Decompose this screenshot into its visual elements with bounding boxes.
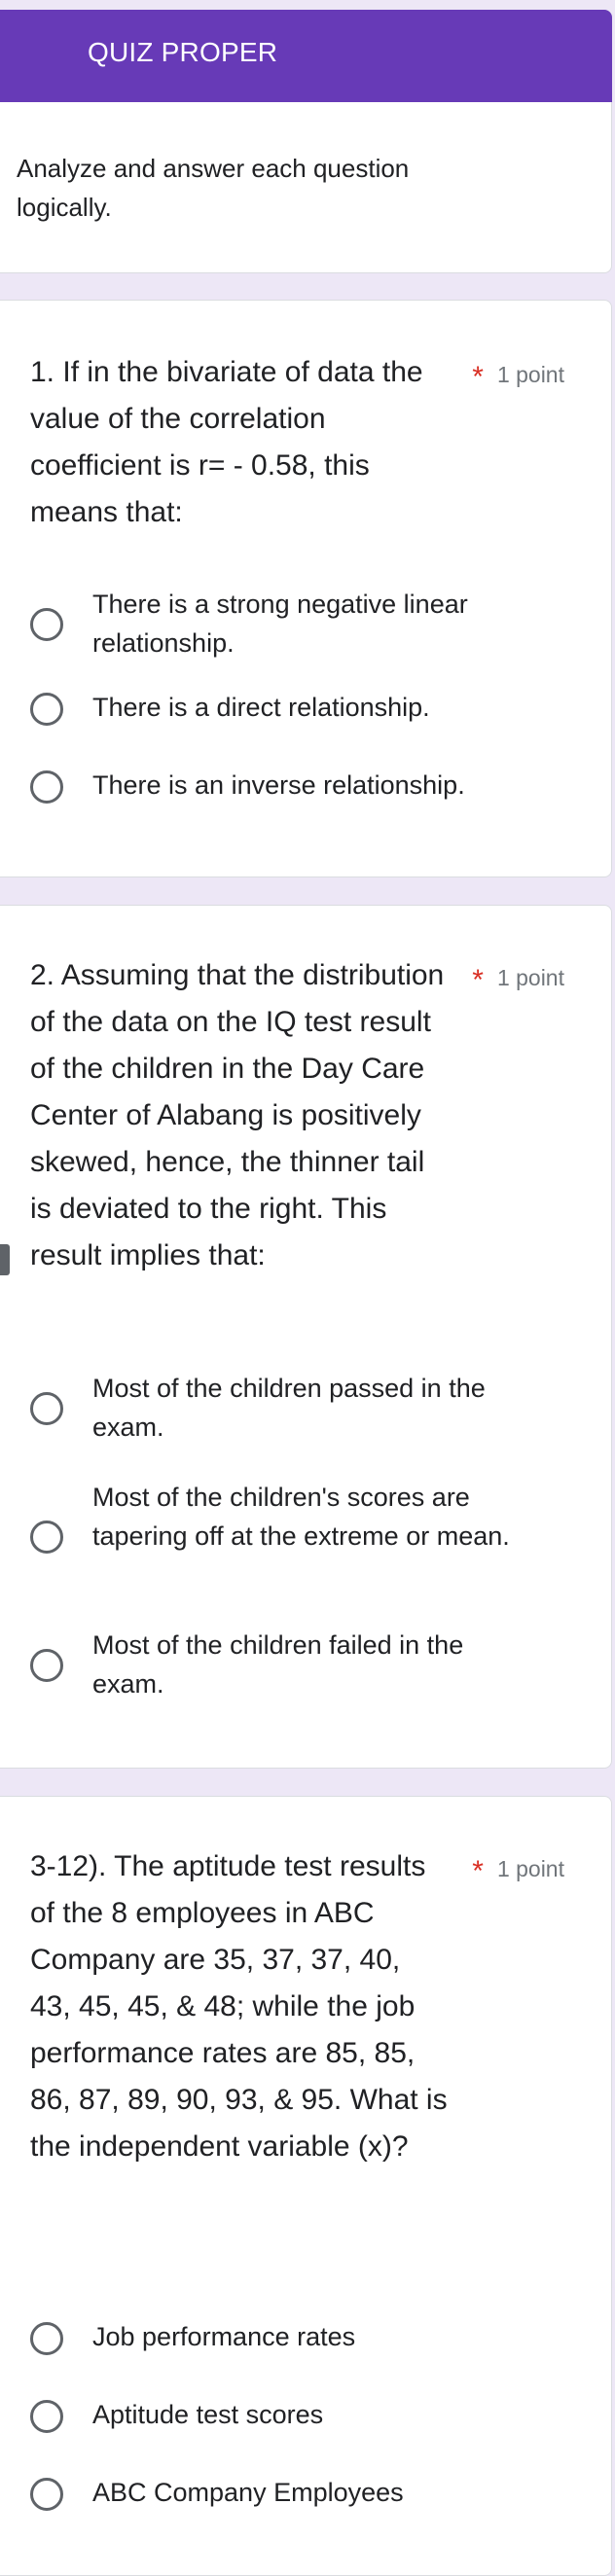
option-label: Most of the children failed in the exam. [92, 1630, 464, 1699]
question-card-1 [0, 300, 612, 877]
required-asterisk: * [472, 1855, 484, 1887]
answer-option[interactable] [30, 579, 575, 666]
radio-button[interactable] [30, 2400, 63, 2433]
option-label: There is an inverse relationship. [92, 770, 465, 800]
option-label: There is a direct relationship. [92, 693, 430, 722]
required-asterisk: * [472, 361, 484, 393]
required-asterisk: * [472, 964, 484, 996]
option-label: Aptitude test scores [92, 2400, 324, 2429]
answer-option[interactable] [30, 2390, 575, 2445]
radio-button[interactable] [30, 770, 63, 804]
option-label: There is a strong negative linear relationship. [92, 590, 468, 658]
question-points [472, 1851, 564, 1887]
answer-option[interactable] [30, 758, 575, 812]
radio-button[interactable] [30, 693, 63, 726]
option-label: ABC Company Employees [92, 2478, 404, 2507]
radio-button[interactable] [30, 1392, 63, 1425]
focus-indicator [0, 1244, 10, 1275]
section-header [0, 10, 612, 102]
section-description: Analyze and answer each question logically. [17, 154, 410, 222]
radio-button[interactable] [30, 2478, 63, 2511]
question-text: 2. Assuming that the distribution of the data on the IQ test result of the children in the Day Care Center of Alabang is positively skewed, hence, the thinner tail is deviated to the right. This result implies that: [30, 959, 445, 1271]
points-label: 1 point [496, 1856, 564, 1881]
answer-option[interactable] [30, 1369, 575, 1456]
radio-button[interactable] [30, 1521, 63, 1554]
section-description-card [0, 102, 612, 273]
answer-option[interactable] [30, 1478, 575, 1600]
option-label: Most of the children's scores are tapering off at the extreme or mean. [92, 1483, 510, 1551]
option-label: Job performance rates [92, 2322, 356, 2351]
question-text: 3-12). The aptitude test results of the 8 employees in ABC Company are 35, 37, 37, 40, 43, 45, 45, & 48; while the job performance rates are 85, 85, 86, 87, 89, 90, 93, & 95. What is the independent variable (x)? [30, 1850, 448, 2163]
question-card-2 [0, 905, 612, 1769]
question-points [472, 357, 564, 393]
answer-option[interactable] [30, 2468, 575, 2522]
radio-button[interactable] [30, 608, 63, 641]
answer-option[interactable] [30, 680, 575, 734]
option-label: Most of the children passed in the exam. [92, 1374, 486, 1442]
question-points [472, 960, 564, 996]
answer-option[interactable] [30, 1626, 575, 1713]
points-label: 1 point [496, 362, 564, 387]
radio-button[interactable] [30, 1649, 63, 1682]
section-title: QUIZ PROPER [88, 37, 278, 67]
points-label: 1 point [496, 965, 564, 990]
radio-button[interactable] [30, 2322, 63, 2355]
question-card-3 [0, 1796, 612, 2576]
answer-option[interactable] [30, 2312, 575, 2367]
question-text: 1. If in the bivariate of data the value of the correlation coefficient is r= - 0.58, this means that: [30, 356, 423, 528]
